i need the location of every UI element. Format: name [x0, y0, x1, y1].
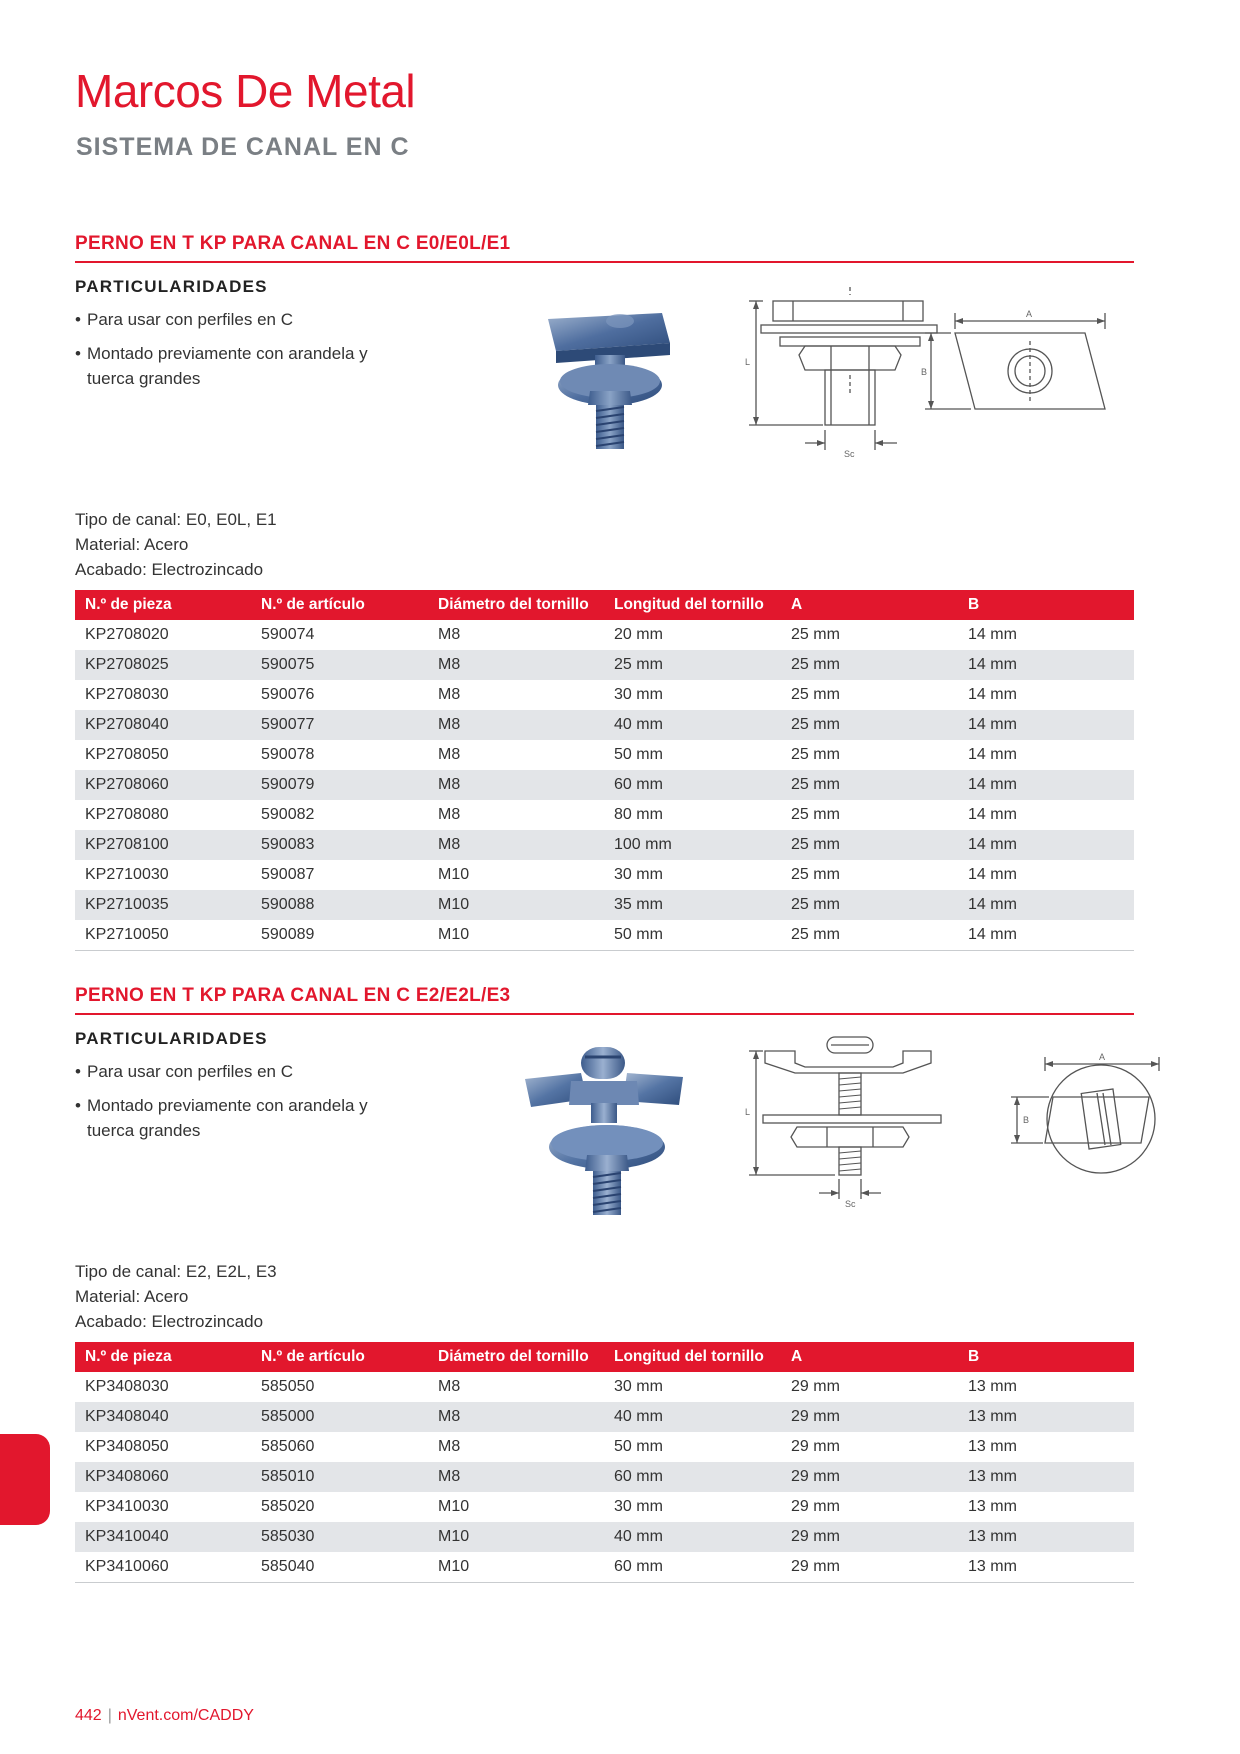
- table-cell: 30 mm: [614, 686, 663, 703]
- table-cell: 585060: [261, 1438, 315, 1455]
- table-cell: 29 mm: [781, 1522, 958, 1552]
- table-cell: 25 mm: [791, 866, 840, 883]
- feature-item: • Para usar con perfiles en C: [75, 1059, 415, 1084]
- footer-separator: |: [107, 1707, 112, 1724]
- table-cell: KP3410030: [85, 1498, 169, 1515]
- table-cell: 585040: [251, 1552, 428, 1583]
- dimension-label-l: L: [745, 357, 751, 367]
- table-cell: KP3408030: [85, 1378, 169, 1395]
- table-cell: 60 mm: [604, 1552, 781, 1583]
- t-bolt-top-drawing: [921, 303, 1115, 423]
- t-bolt-photo: [515, 1043, 695, 1223]
- table-row: [75, 1402, 1134, 1432]
- features-list: [75, 307, 415, 391]
- table-cell: 50 mm: [614, 1438, 663, 1455]
- spec-channel-type: Tipo de canal: E0, E0L, E1: [75, 510, 277, 529]
- table-cell: 590075: [251, 650, 428, 680]
- table-cell: KP3410060: [75, 1552, 251, 1583]
- parts-table: [75, 1342, 1134, 1583]
- table-cell: KP2710035: [75, 890, 251, 920]
- table-row: [75, 1522, 1134, 1552]
- table-cell: 25 mm: [781, 770, 958, 800]
- table-row: [75, 770, 1134, 800]
- feature-item: • Para usar con perfiles en C: [75, 307, 415, 332]
- page-subtitle: SISTEMA DE CANAL EN C: [76, 133, 410, 161]
- spec-finish: Acabado: Electrozincado: [75, 1312, 264, 1331]
- table-cell: 25 mm: [604, 650, 781, 680]
- table-cell: 25 mm: [781, 710, 958, 740]
- table-cell: KP2708040: [75, 710, 251, 740]
- product-section-e2: [75, 985, 1134, 1575]
- table-cell: 29 mm: [781, 1552, 958, 1583]
- column-header: Diámetro del tornillo: [428, 1342, 604, 1372]
- spec-material: Material: Acero: [75, 1287, 189, 1306]
- table-cell: 25 mm: [791, 686, 840, 703]
- table-cell: 29 mm: [791, 1498, 840, 1515]
- table-cell: 590083: [251, 830, 428, 860]
- table-row: [75, 800, 1134, 830]
- table-row: [75, 1432, 1134, 1462]
- footer: [75, 1707, 254, 1725]
- table-row: [75, 920, 1134, 951]
- features-heading: PARTICULARIDADES: [75, 277, 268, 296]
- table-cell: M8: [428, 650, 604, 680]
- table-cell: 40 mm: [604, 710, 781, 740]
- table-cell: KP2708025: [75, 650, 251, 680]
- table-cell: KP3410040: [75, 1522, 251, 1552]
- t-bolt-photo: [520, 299, 690, 469]
- table-cell: 590089: [251, 920, 428, 951]
- column-header: N.º de pieza: [75, 590, 251, 620]
- table-cell: KP3408040: [75, 1402, 251, 1432]
- table-cell: 14 mm: [968, 626, 1017, 643]
- table-cell: 13 mm: [958, 1462, 1134, 1492]
- dimension-label-l: L: [745, 1107, 751, 1117]
- column-header: Diámetro del tornillo: [428, 590, 604, 620]
- table-header-row: [75, 1342, 1134, 1372]
- table-cell: KP3408050: [85, 1438, 169, 1455]
- table-cell: 590078: [261, 746, 315, 763]
- column-header: Longitud del tornillo: [604, 590, 781, 620]
- table-cell: KP2708020: [85, 626, 169, 643]
- table-cell: 14 mm: [968, 806, 1017, 823]
- table-cell: 585030: [251, 1522, 428, 1552]
- table-cell: 50 mm: [604, 920, 781, 951]
- table-cell: KP2708060: [75, 770, 251, 800]
- table-cell: 14 mm: [958, 650, 1134, 680]
- column-header: B: [958, 590, 1134, 620]
- table-cell: M8: [438, 1438, 461, 1455]
- table-cell: M8: [428, 830, 604, 860]
- table-cell: 40 mm: [604, 1402, 781, 1432]
- table-cell: 60 mm: [604, 770, 781, 800]
- table-cell: 590076: [261, 686, 315, 703]
- table-cell: M10: [428, 1522, 604, 1552]
- table-cell: M10: [438, 1498, 470, 1515]
- table-row: [75, 890, 1134, 920]
- table-cell: M8: [428, 1462, 604, 1492]
- column-header: N.º de artículo: [251, 590, 428, 620]
- dimension-label-b: B: [1023, 1115, 1030, 1125]
- table-cell: M8: [438, 626, 461, 643]
- table-cell: KP2710030: [85, 866, 169, 883]
- table-cell: KP2710050: [75, 920, 251, 951]
- table-cell: M8: [438, 686, 461, 703]
- footer-link[interactable]: nVent.com/CADDY: [117, 1707, 254, 1724]
- product-section-e0: [75, 233, 1134, 943]
- table-cell: KP3408060: [75, 1462, 251, 1492]
- table-row: [75, 650, 1134, 680]
- spec-list: [75, 1259, 277, 1334]
- table-cell: 590074: [261, 626, 315, 643]
- table-cell: 14 mm: [958, 770, 1134, 800]
- table-cell: 585010: [251, 1462, 428, 1492]
- table-cell: KP2708050: [85, 746, 169, 763]
- spec-channel-type: Tipo de canal: E2, E2L, E3: [75, 1262, 277, 1281]
- table-cell: 29 mm: [781, 1402, 958, 1432]
- table-cell: 14 mm: [958, 890, 1134, 920]
- column-header: B: [958, 1342, 1134, 1372]
- table-cell: 590087: [261, 866, 315, 883]
- features-list: [75, 1059, 415, 1143]
- table-cell: KP2708080: [85, 806, 169, 823]
- column-header: A: [781, 1342, 958, 1372]
- table-cell: 14 mm: [958, 710, 1134, 740]
- table-cell: 585020: [261, 1498, 315, 1515]
- table-cell: 25 mm: [781, 920, 958, 951]
- table-cell: 585000: [251, 1402, 428, 1432]
- table-row: [75, 680, 1134, 710]
- table-cell: 13 mm: [968, 1378, 1017, 1395]
- table-row: [75, 1492, 1134, 1522]
- column-header: A: [781, 590, 958, 620]
- table-cell: 30 mm: [614, 1378, 663, 1395]
- table-cell: 13 mm: [958, 1522, 1134, 1552]
- table-cell: 25 mm: [791, 806, 840, 823]
- table-row: [75, 830, 1134, 860]
- table-cell: 14 mm: [968, 686, 1017, 703]
- table-cell: 25 mm: [791, 746, 840, 763]
- table-cell: 585050: [261, 1378, 315, 1395]
- table-cell: 100 mm: [604, 830, 781, 860]
- table-cell: 25 mm: [781, 830, 958, 860]
- table-cell: 29 mm: [791, 1378, 840, 1395]
- spec-material: Material: Acero: [75, 535, 189, 554]
- table-cell: 30 mm: [614, 866, 663, 883]
- dimension-label-a: A: [1026, 309, 1033, 319]
- spec-list: [75, 507, 277, 582]
- table-cell: 40 mm: [604, 1522, 781, 1552]
- dimension-label-a: A: [1099, 1052, 1106, 1062]
- table-cell: 14 mm: [968, 746, 1017, 763]
- table-cell: 13 mm: [968, 1438, 1017, 1455]
- feature-item: • Montado previamente con arandela y tuerca grandes: [75, 1093, 415, 1143]
- feature-item: • Montado previamente con arandela y tuerca grandes: [75, 341, 415, 391]
- table-row: [75, 740, 1134, 770]
- column-header: N.º de artículo: [251, 1342, 428, 1372]
- table-cell: KP2708030: [85, 686, 169, 703]
- table-cell: 25 mm: [781, 650, 958, 680]
- section-title: PERNO EN T KP PARA CANAL EN C E2/E2L/E3: [75, 985, 1134, 1015]
- table-cell: M10: [438, 866, 470, 883]
- table-cell: 14 mm: [958, 920, 1134, 951]
- table-cell: M8: [428, 710, 604, 740]
- table-cell: 29 mm: [791, 1438, 840, 1455]
- table-cell: 13 mm: [958, 1552, 1134, 1583]
- table-row: [75, 1462, 1134, 1492]
- table-row: [75, 1552, 1134, 1583]
- table-cell: 20 mm: [614, 626, 663, 643]
- table-row: [75, 1372, 1134, 1402]
- page-number: 442: [75, 1707, 102, 1724]
- table-cell: 30 mm: [614, 1498, 663, 1515]
- table-cell: M8: [438, 1378, 461, 1395]
- t-bolt-side-drawing: [735, 1033, 945, 1208]
- table-cell: 13 mm: [968, 1498, 1017, 1515]
- column-header: Longitud del tornillo: [604, 1342, 781, 1372]
- table-cell: 13 mm: [958, 1402, 1134, 1432]
- table-cell: M8: [438, 806, 461, 823]
- section-title: PERNO EN T KP PARA CANAL EN C E0/E0L/E1: [75, 233, 1134, 263]
- table-cell: 590088: [251, 890, 428, 920]
- table-cell: KP2708100: [75, 830, 251, 860]
- dimension-label-b: B: [921, 367, 928, 377]
- table-cell: 590077: [251, 710, 428, 740]
- table-cell: 14 mm: [958, 830, 1134, 860]
- table-cell: M8: [428, 770, 604, 800]
- table-cell: 25 mm: [781, 890, 958, 920]
- column-header: N.º de pieza: [75, 1342, 251, 1372]
- features-heading: PARTICULARIDADES: [75, 1029, 268, 1048]
- t-bolt-side-drawing: [735, 285, 945, 460]
- table-row: [75, 860, 1134, 890]
- t-bolt-top-drawing: [1023, 1047, 1173, 1177]
- table-cell: 80 mm: [614, 806, 663, 823]
- table-cell: 60 mm: [604, 1462, 781, 1492]
- spec-finish: Acabado: Electrozincado: [75, 560, 264, 579]
- dimension-label-sc: Sc: [844, 449, 855, 459]
- page-title: Marcos De Metal: [75, 65, 416, 117]
- table-cell: M10: [428, 1552, 604, 1583]
- table-cell: 590082: [261, 806, 315, 823]
- table-cell: M10: [428, 920, 604, 951]
- table-row: [75, 710, 1134, 740]
- table-cell: M8: [438, 746, 461, 763]
- table-row: [75, 620, 1134, 650]
- table-header-row: [75, 590, 1134, 620]
- table-cell: M10: [428, 890, 604, 920]
- table-cell: 25 mm: [791, 626, 840, 643]
- table-cell: 35 mm: [604, 890, 781, 920]
- table-cell: 590079: [251, 770, 428, 800]
- parts-table: [75, 590, 1134, 951]
- table-cell: 50 mm: [614, 746, 663, 763]
- table-cell: 29 mm: [781, 1462, 958, 1492]
- chapter-tab: [0, 1434, 50, 1525]
- table-cell: M8: [428, 1402, 604, 1432]
- table-cell: 14 mm: [968, 866, 1017, 883]
- dimension-label-sc: Sc: [845, 1199, 856, 1209]
